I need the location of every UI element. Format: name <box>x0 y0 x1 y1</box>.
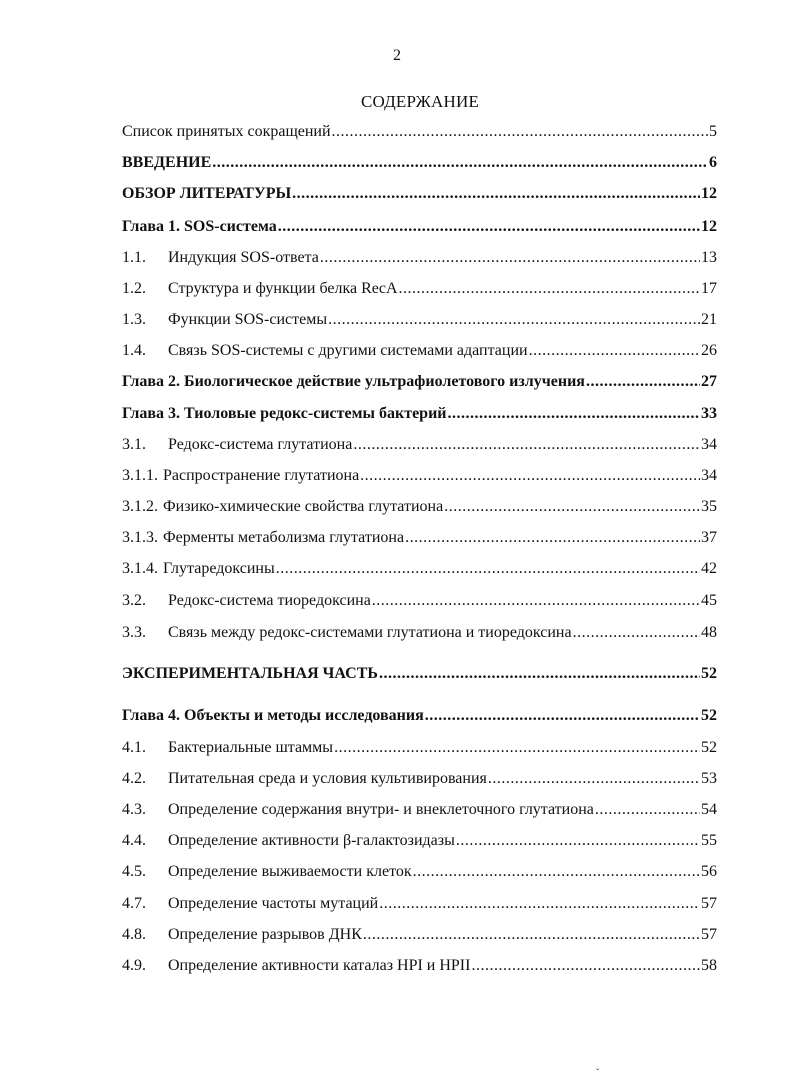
toc-entry-page: 13 <box>701 249 717 266</box>
toc-entry-label: Определение активности β-галактозидазы <box>168 832 455 849</box>
toc-leader <box>276 560 700 578</box>
toc-entry-page: 48 <box>701 624 717 641</box>
toc-entry-number: 4.9. <box>122 957 146 974</box>
toc-entry <box>122 218 717 240</box>
toc-entry <box>122 249 717 271</box>
toc-entry <box>122 926 717 948</box>
toc-entry-number: 4.2. <box>122 770 146 787</box>
toc-entry-page: 42 <box>701 560 717 577</box>
toc-entry-label: Редокс-система глутатиона <box>168 436 353 453</box>
toc-leader <box>320 249 700 267</box>
toc-leader <box>292 185 700 203</box>
toc-entry-page: 21 <box>701 311 717 328</box>
toc-entry <box>122 498 717 520</box>
toc-entry-number: 4.4. <box>122 832 146 849</box>
toc-entry-label: Индукция SOS-ответа <box>168 249 319 266</box>
toc-entry-label: Ферменты метаболизма глутатиона <box>163 529 405 546</box>
toc-entry-number: 3.3. <box>122 624 146 641</box>
toc-entry-label: Распространение глутатиона <box>163 467 360 484</box>
toc-entry-number: 1.3. <box>122 311 146 328</box>
toc-leader <box>448 405 700 423</box>
toc-entry-label: Глава 4. Объекты и методы исследования <box>122 707 424 724</box>
toc-leader <box>595 801 700 819</box>
toc-entry-number: 3.1.3. <box>122 529 158 546</box>
toc-leader <box>444 498 700 516</box>
toc-entry <box>122 707 717 729</box>
toc-entry-number: 3.1.1. <box>122 467 158 484</box>
toc-entry-page: 58 <box>701 957 717 974</box>
toc-entry-page: 55 <box>701 832 717 849</box>
toc-leader <box>586 373 700 391</box>
toc-leader <box>573 624 700 642</box>
toc-entry-label: Определение активности каталаз HPI и HPII <box>168 957 471 974</box>
toc-leader <box>425 707 700 725</box>
toc-entry-page: 45 <box>701 592 717 609</box>
toc-entry-label: Глава 3. Тиоловые редокс-системы бактерий <box>122 405 447 422</box>
toc-title: СОДЕРЖАНИЕ <box>360 92 480 111</box>
toc-entry-page: 54 <box>701 801 717 818</box>
scan-mark: ˇ <box>596 1068 600 1079</box>
toc-entry-label: Редокс-система тиоредоксина <box>168 592 371 609</box>
toc-entry-page: 5 <box>709 123 717 140</box>
toc-entry <box>122 405 717 427</box>
toc-leader <box>212 154 708 172</box>
toc-entry <box>122 373 717 395</box>
toc-entry <box>122 863 717 885</box>
toc-entry <box>122 280 717 302</box>
toc-entry <box>122 154 717 176</box>
toc-entry-page: 27 <box>701 373 717 390</box>
toc-leader <box>405 529 700 547</box>
toc-entry-label: Определение разрывов ДНК <box>168 926 362 943</box>
toc-entry-label: Связь между редокс-системами глутатиона и тиоредоксина <box>168 624 572 641</box>
toc-leader <box>413 863 700 881</box>
toc-entry <box>122 529 717 551</box>
toc-leader <box>379 665 700 683</box>
toc-entry <box>122 467 717 489</box>
toc-leader <box>363 926 700 944</box>
toc-entry <box>122 770 717 792</box>
page-number: 2 <box>393 47 401 64</box>
toc-entry-page: 52 <box>701 707 717 724</box>
toc-entry-label: Питательная среда и условия культивирования <box>168 770 487 787</box>
toc-entry <box>122 665 717 687</box>
toc-leader <box>372 592 700 610</box>
toc-entry <box>122 739 717 761</box>
toc-leader <box>360 467 700 485</box>
toc-entry-page: 34 <box>701 436 717 453</box>
toc-entry-label: Физико-химические свойства глутатиона <box>163 498 444 515</box>
toc-entry-label: Определение выживаемости клеток <box>168 863 412 880</box>
toc-entry-label: Глава 1. SOS-система <box>122 218 277 235</box>
toc-entry <box>122 436 717 458</box>
toc-entry-label: Список принятых сокращений <box>122 123 331 140</box>
toc-entry-page: 35 <box>701 498 717 515</box>
toc-entry <box>122 895 717 917</box>
toc-entry <box>122 123 717 145</box>
toc-entry <box>122 311 717 333</box>
toc-leader <box>334 739 700 757</box>
toc-leader <box>278 218 700 236</box>
toc-entry-page: 57 <box>701 926 717 943</box>
toc-entry-label: Функции SOS-системы <box>168 311 328 328</box>
toc-entry-page: 34 <box>701 467 717 484</box>
toc-leader <box>529 342 700 360</box>
toc-entry-label: Связь SOS-системы с другими системами адаптации <box>168 342 528 359</box>
toc-leader <box>471 957 700 975</box>
toc-leader <box>488 770 700 788</box>
toc-entry <box>122 624 717 646</box>
toc-leader <box>328 311 700 329</box>
toc-entry-label: Определение содержания внутри- и внеклеточного глутатиона <box>168 801 594 818</box>
toc-leader <box>399 280 700 298</box>
toc-entry <box>122 592 717 614</box>
toc-entry-page: 12 <box>701 185 717 202</box>
toc-entry <box>122 832 717 854</box>
toc-leader <box>353 436 700 454</box>
toc-entry <box>122 342 717 364</box>
toc-entry-label: ЭКСПЕРИМЕНТАЛЬНАЯ ЧАСТЬ <box>122 665 378 682</box>
toc-entry-page: 52 <box>701 665 717 682</box>
toc-entry-page: 17 <box>701 280 717 297</box>
toc-entry-number: 1.2. <box>122 280 146 297</box>
toc-entry <box>122 957 717 979</box>
toc-entry-page: 33 <box>701 405 717 422</box>
toc-leader <box>379 895 700 913</box>
toc-entry-page: 56 <box>701 863 717 880</box>
toc-entry <box>122 560 717 582</box>
toc-entry-page: 57 <box>701 895 717 912</box>
toc-entry <box>122 801 717 823</box>
toc-entry-label: Глутаредоксины <box>163 560 275 577</box>
toc-entry-page: 12 <box>701 218 717 235</box>
toc-entry-label: Определение частоты мутаций <box>168 895 379 912</box>
toc-entry-page: 37 <box>701 529 717 546</box>
toc-entry-page: 52 <box>701 739 717 756</box>
toc-entry-number: 4.5. <box>122 863 146 880</box>
toc-entry-number: 1.4. <box>122 342 146 359</box>
toc-entry-number: 3.1. <box>122 436 146 453</box>
toc-entry-label: Бактериальные штаммы <box>168 739 334 756</box>
toc-entry-number: 1.1. <box>122 249 146 266</box>
toc-entry-label: ОБЗОР ЛИТЕРАТУРЫ <box>122 185 292 202</box>
toc-entry-number: 3.1.2. <box>122 498 158 515</box>
toc-entry-number: 4.3. <box>122 801 146 818</box>
toc-entry-number: 4.8. <box>122 926 146 943</box>
toc-entry-page: 6 <box>709 154 717 171</box>
toc-entry <box>122 185 717 207</box>
toc-entry-page: 26 <box>701 342 717 359</box>
toc-entry-number: 4.1. <box>122 739 146 756</box>
toc-entry-number: 4.7. <box>122 895 146 912</box>
toc-leader <box>456 832 700 850</box>
toc-entry-label: Глава 2. Биологическое действие ультрафиолетового излучения <box>122 373 585 390</box>
toc-leader <box>332 123 708 141</box>
toc-entry-label: Структура и функции белка RecA <box>168 280 398 297</box>
toc-entry-number: 3.1.4. <box>122 560 158 577</box>
toc-entry-page: 53 <box>701 770 717 787</box>
toc-entry-label: ВВЕДЕНИЕ <box>122 154 212 171</box>
toc-entry-number: 3.2. <box>122 592 146 609</box>
